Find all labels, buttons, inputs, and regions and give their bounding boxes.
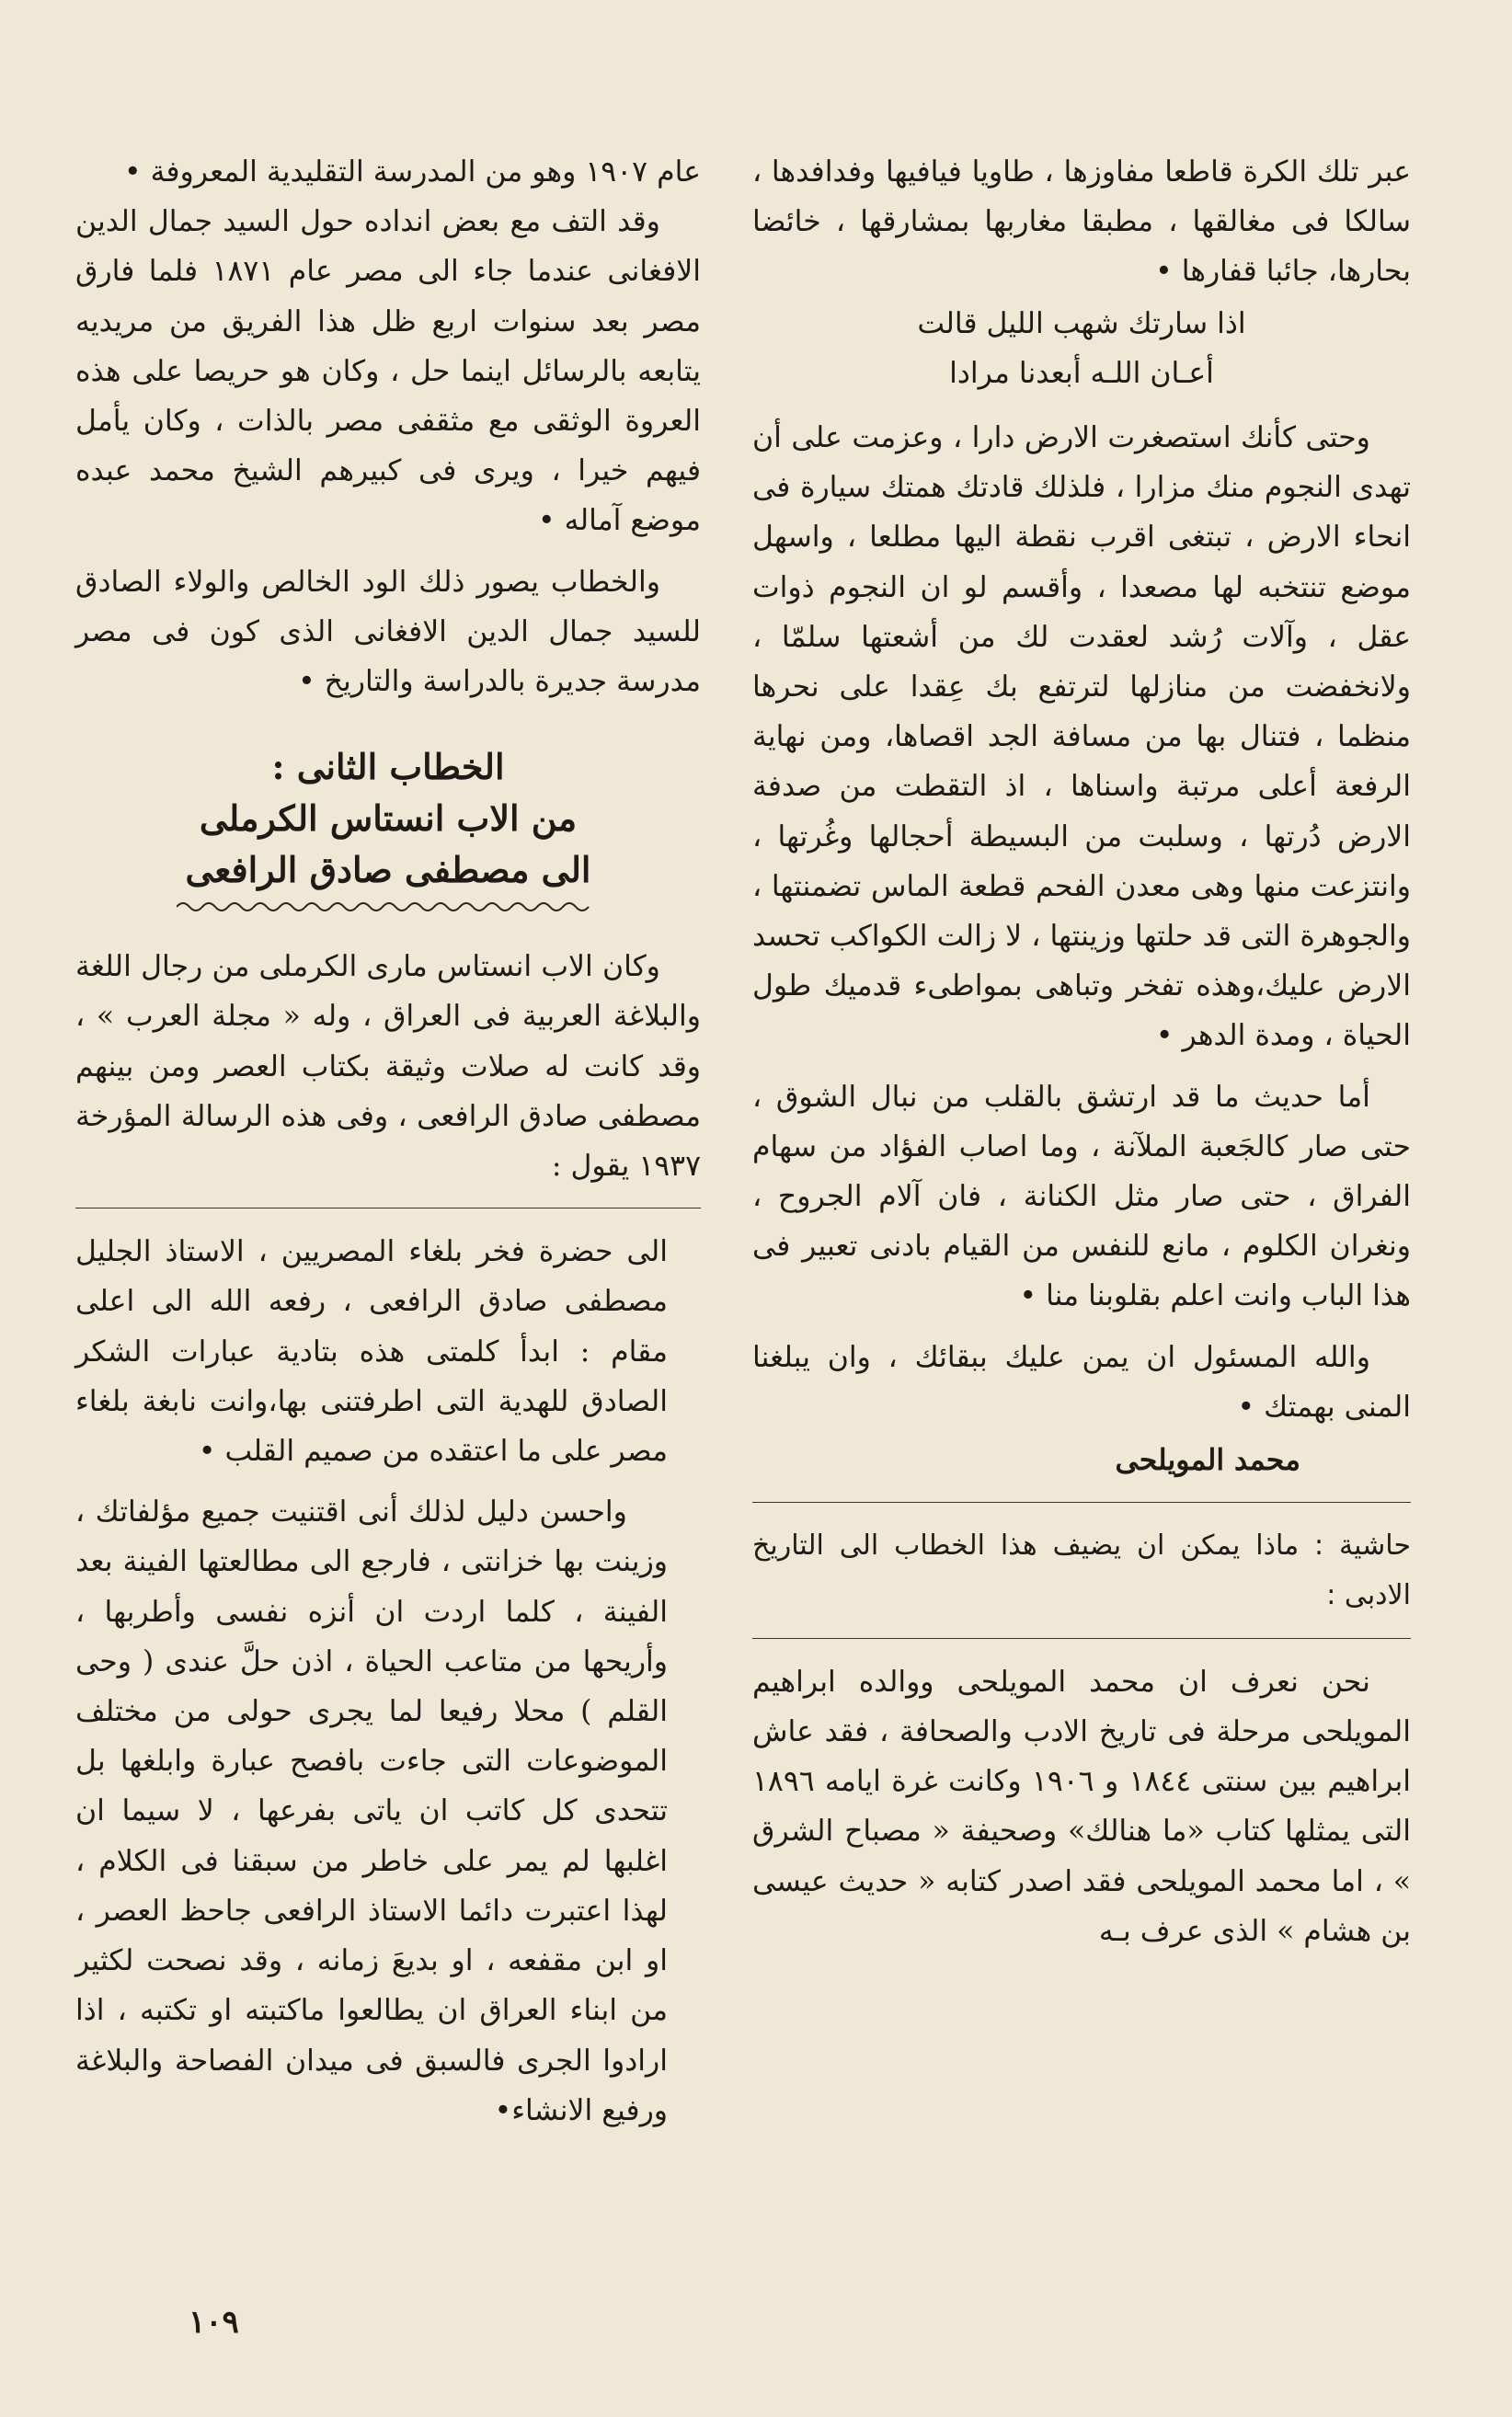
quote-paragraph: واحسن دليل لذلك أنى اقتنيت جميع مؤلفاتك ، وزينت بها خزانتى ، فارجع الى مطالعتها الفينة بعد الفينة ، كلما اردت ان أنزه نفسى وأطربها ، وأريحها من متاعب الحياة ، اذن حلَّ عندى ( وحى القلم ) محلا رفيعا لما يجرى حولى من مختلف الموضوعات التى جاءت بافصح عبارة وابلغها بل تتحدى كل كاتب ان ياتى بفرعها ، لا سيما ان اغلبها لم يمر على خاطر من سبقنا فى الكلام ، لهذا اعتبرت دائما الاستاذ الرافعى جاحظ العصر ، او ابن مقفعه ، او بديعَ زمانه ، وقد نصحت لكثير من ابناء العراق ان يطالعوا ماكتبته او تكتبه ، اذا ارادوا الجرى فالسبق فى ميدان الفصاحة والبلاغة ورفيع الانشاء• [75, 1495, 668, 2127]
right-column [752, 147, 1411, 1956]
left-column [75, 147, 701, 2136]
section-heading [75, 741, 701, 896]
wavy-divider [177, 899, 600, 914]
paragraph: والخطاب يصور ذلك الود الخالص والولاء الصادق للسيد جمال الدين الافغانى الذى كون فى مصر مدرسة جديرة بالدراسة والتاريخ • [75, 565, 701, 699]
paragraph: نحن نعرف ان محمد المويلحى ووالده ابراهيم المويلحى مرحلة فى تاريخ الادب والصحافة ، فقد عاش ابراهيم بين سنتى ١٨٤٤ و ١٩٠٦ وكانت غرة ايامه ١٨٩٦ التى يمثلها كتاب «ما هنالك» وصحيفة « مصباح الشرق » ، اما محمد المويلحى فقد اصدر كتابه « حديث عيسى بن هشام » الذى عرف بـه [752, 1665, 1411, 1948]
paragraph: عام ١٩٠٧ وهو من المدرسة التقليدية المعروفة • [123, 155, 701, 189]
verse-line: أعـان اللـه أبعدنا مرادا [949, 356, 1214, 390]
paragraph: وحتى كأنك استصغرت الارض دارا ، وعزمت على أن تهدى النجوم منك مزارا ، فلذلك قادتك همتك سيارة فى انحاء الارض ، تبتغى اقرب نقطة اليها مطلعا ، واسهل موضع تنتخبه لها مصعدا ، وأقسم لو ان النجوم ذوات عقل ، وآلات رُشد لعقدت لك من أشعتها سلمّا ، ولانخفضت من منازلها لترتفع بك عِقدا على نحرها منظما ، فتنال بها من مسافة الجد اقصاها، ومن نهاية الرفعة أعلى مرتبة واسناها ، اذ التقطت من صدفة الارض دُرتها ، وسلبت من البسيطة أحجالها وغُرتها ، وانتزعت منها وهى معدن الفحم قطعة الماس تضمنتها ، والجوهرة التى قد حلتها وزينتها ، لا زالت الكواكب تحسد الارض عليك،وهذه تفخر وتباهى بمواطىء قدميك طول الحياة ، ومدة الدهر • [752, 421, 1411, 1053]
paragraph: وقد التف مع بعض انداده حول السيد جمال الدين الافغانى عندما جاء الى مصر عام ١٨٧١ فلما فارق مصر بعد سنوات اربع ظل هذا الفريق من مريديه يتابعه بالرسائل اينما حل ، وكان هو حريصا على هذه العروة الوثقى مع مثقفى مصر بالذات ، وكان يأمل فيهم خيرا ، ويرى فى كبيرهم الشيخ محمد عبده موضع آماله • [75, 205, 701, 538]
heading-line: الخطاب الثانى : [271, 746, 505, 788]
divider [752, 1502, 1411, 1503]
verse-line: اذا سارتك شهب الليل قالت [917, 306, 1246, 340]
heading-line: الى مصطفى صادق الرافعى [185, 849, 591, 891]
poem-verse [752, 299, 1411, 398]
footnote: حاشية : ماذا يمكن ان يضيف هذا الخطاب الى التاريخ الادبى : [752, 1529, 1411, 1612]
quote-paragraph: الى حضرة فخر بلغاء المصريين ، الاستاذ الجليل مصطفى صادق الرافعى ، رفعه الله الى اعلى مقام : ابدأ كلمتى هذه بتادية عبارات الشكر الصادق للهدية التى اطرفتنى بها،وانت نابغة بلغاء مصر على ما اعتقده من صميم القلب • [75, 1235, 668, 1469]
divider [752, 1638, 1411, 1639]
heading-line: من الاب انستاس الكرملى [199, 797, 578, 840]
signature: محمد المويلحى [1115, 1443, 1300, 1478]
paragraph: أما حديث ما قد ارتشق بالقلب من نبال الشوق ، حتى صار كالجَعبة الملآنة ، وما اصاب الفؤاد من سهام الفراق ، حتى صار مثل الكنانة ، فان آلام الجروح ، ونغران الكلوم ، مانع للنفس من القيام بادنى تعبير فى هذا الباب وانت اعلم بقلوبنا منا • [752, 1080, 1411, 1313]
paragraph: والله المسئول ان يمن عليك ببقائك ، وان يبلغنا المنى بهمتك • [752, 1340, 1411, 1424]
page-number: ١٠٩ [189, 2304, 239, 2341]
paragraph: وكان الاب انستاس مارى الكرملى من رجال اللغة والبلاغة العربية فى العراق ، وله « مجلة العرب » ، وقد كانت له صلات وثيقة بكتاب العصر ومن بينهم مصطفى صادق الرافعى ، وفى هذه الرسالة المؤرخة ١٩٣٧ يقول : [75, 950, 701, 1184]
paragraph: عبر تلك الكرة قاطعا مفاوزها ، طاويا فيافيها وفدافدها ، سالكا فى مغالقها ، مطبقا مغاربها بمشارقها ، خائضا بحارها، جائبا قفارها • [752, 155, 1411, 289]
